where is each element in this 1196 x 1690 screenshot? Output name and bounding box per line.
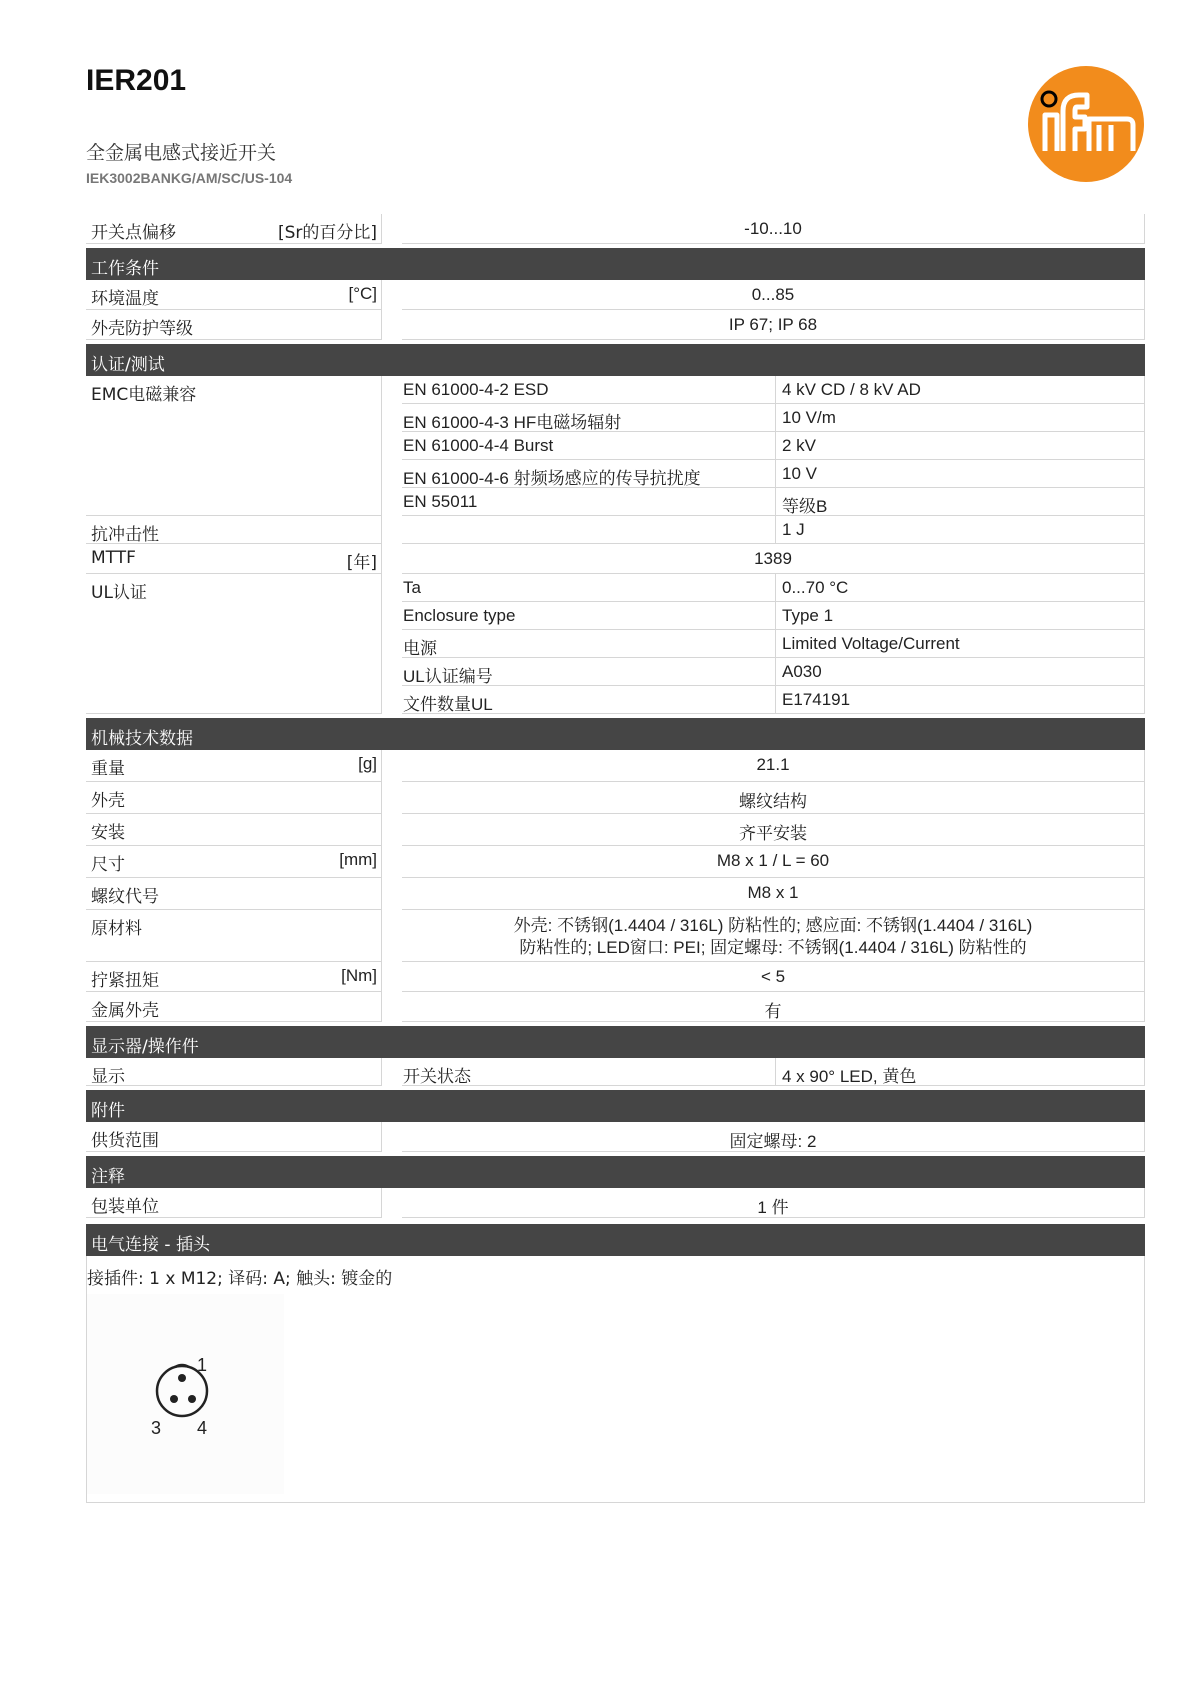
row-protection — [86, 310, 1145, 340]
list-item — [402, 488, 1145, 516]
list-item — [402, 686, 1145, 714]
row-impact — [86, 516, 1145, 544]
row-label — [86, 376, 382, 516]
unit-text: [g] — [358, 754, 377, 773]
section-notes: 注释 — [86, 1156, 1145, 1188]
row-value — [402, 910, 1145, 962]
item-key: Enclosure type — [402, 602, 775, 630]
list-item — [402, 630, 1145, 658]
row-value: 1 J — [775, 516, 1145, 544]
row-ambient-temp — [86, 280, 1145, 310]
label-text: 原材料 — [91, 919, 142, 939]
connector-pin-icon — [147, 1356, 237, 1446]
pin-diagram — [87, 1294, 284, 1494]
item-value: 2 kV — [775, 432, 1145, 460]
list-item — [402, 376, 1145, 404]
row-label — [86, 846, 382, 878]
label-text: 尺寸 — [91, 855, 125, 875]
row-label — [86, 214, 382, 244]
row-mounting — [86, 814, 1145, 846]
row-label — [86, 1122, 382, 1152]
row-label — [86, 1058, 382, 1086]
item-value: Limited Voltage/Current — [775, 630, 1145, 658]
row-torque — [86, 962, 1145, 992]
section-mechanical: 机械技术数据 — [86, 718, 1145, 750]
row-value: 齐平安装 — [402, 814, 1145, 846]
list-item — [402, 574, 1145, 602]
item-key: 文件数量UL — [402, 686, 775, 714]
pin-label-4: 4 — [197, 1418, 208, 1438]
section-tests: 认证/测试 — [86, 344, 1145, 376]
row-emc — [86, 376, 1145, 516]
section-electrical: 电气连接 - 插头 — [86, 1224, 1145, 1256]
label-text: 重量 — [91, 759, 125, 779]
label-text: 金属外壳 — [91, 1001, 159, 1021]
list-item — [402, 1058, 1145, 1086]
row-label — [86, 750, 382, 782]
label-text: 开关点偏移 — [91, 223, 176, 243]
row-label — [86, 310, 382, 340]
section-operating: 工作条件 — [86, 248, 1145, 280]
ul-list — [402, 574, 1145, 714]
list-item — [402, 432, 1145, 460]
item-value: 等级B — [775, 488, 1145, 516]
row-display — [86, 1058, 1145, 1086]
row-label — [86, 280, 382, 310]
item-key: EN 61000-4-3 HF电磁场辐射 — [402, 404, 775, 432]
materials-line-1: 外壳: 不锈钢(1.4404 / 316L) 防粘性的; 感应面: 不锈钢(1.4404 / 316L) — [513, 916, 1033, 935]
row-value: 螺纹结构 — [402, 782, 1145, 814]
row-value: IP 67; IP 68 — [402, 310, 1145, 340]
row-value: 21.1 — [402, 750, 1145, 782]
unit-text: [mm] — [339, 850, 377, 869]
row-value: -10...10 — [402, 214, 1145, 244]
row-materials — [86, 910, 1145, 962]
item-key: 开关状态 — [402, 1058, 775, 1086]
row-label — [86, 574, 382, 714]
row-value: 1389 — [402, 544, 1145, 574]
label-text: 外壳 — [91, 791, 125, 811]
row-label — [86, 910, 382, 962]
row-label — [86, 992, 382, 1022]
item-key: EN 61000-4-6 射频场感应的传导抗扰度 — [402, 460, 775, 488]
section-accessories: 附件 — [86, 1090, 1145, 1122]
item-key: EN 61000-4-2 ESD — [402, 376, 775, 404]
label-text: 环境温度 — [91, 289, 159, 309]
list-item — [402, 658, 1145, 686]
pin-label-1: 1 — [197, 1356, 208, 1375]
row-label — [86, 516, 382, 544]
ifm-logo — [1027, 65, 1145, 183]
row-packing — [86, 1188, 1145, 1218]
row-housing — [86, 782, 1145, 814]
pin-label-3: 3 — [151, 1418, 162, 1438]
unit-text: [°C] — [348, 284, 377, 303]
unit-text: [Nm] — [341, 966, 377, 985]
row-thread — [86, 878, 1145, 910]
connector-panel — [86, 1256, 1145, 1503]
product-title: IER201 — [86, 64, 187, 97]
item-value: 4 x 90° LED, 黄色 — [775, 1058, 1145, 1086]
item-key: 电源 — [402, 630, 775, 658]
row-ul — [86, 574, 1145, 714]
row-value: 固定螺母: 2 — [402, 1122, 1145, 1152]
unit-text: [Sr的百分比] — [277, 223, 377, 243]
data-sheet — [86, 214, 1145, 1503]
item-value: 10 V/m — [775, 404, 1145, 432]
label-text: 拧紧扭矩 — [91, 971, 159, 991]
row-label — [86, 878, 382, 910]
row-value: 有 — [402, 992, 1145, 1022]
emc-list — [402, 376, 1145, 516]
materials-line-2: 防粘性的; LED窗口: PEI; 固定螺母: 不锈钢(1.4404 / 316L) 防粘性的 — [519, 938, 1027, 957]
label-text: 安装 — [91, 823, 125, 843]
item-value: Type 1 — [775, 602, 1145, 630]
item-key: UL认证编号 — [402, 658, 775, 686]
item-key: Ta — [402, 574, 775, 602]
list-item — [402, 602, 1145, 630]
list-item — [402, 404, 1145, 432]
row-label — [86, 814, 382, 846]
connector-description: 接插件: 1 x M12; 译码: A; 触头: 镀金的 — [87, 1269, 393, 1289]
article-code: IEK3002BANKG/AM/SC/US-104 — [86, 170, 293, 186]
item-value: A030 — [775, 658, 1145, 686]
item-value: 0...70 °C — [775, 574, 1145, 602]
row-value: 0...85 — [402, 280, 1145, 310]
row-dimensions — [86, 846, 1145, 878]
label-text: MTTF — [91, 548, 136, 568]
label-text: 显示 — [91, 1067, 125, 1087]
row-label — [86, 782, 382, 814]
label-text: UL认证 — [91, 583, 147, 603]
row-value: 1 件 — [402, 1188, 1145, 1218]
item-value: 10 V — [775, 460, 1145, 488]
label-text: 包装单位 — [91, 1197, 159, 1217]
row-value: M8 x 1 — [402, 878, 1145, 910]
row-value: M8 x 1 / L = 60 — [402, 846, 1145, 878]
label-text: 供货范围 — [91, 1131, 159, 1151]
product-subtitle: 全金属电感式接近开关 — [86, 142, 277, 164]
row-label — [86, 1188, 382, 1218]
row-scope — [86, 1122, 1145, 1152]
row-switch-offset — [86, 214, 1145, 244]
row-weight — [86, 750, 1145, 782]
row-value: < 5 — [402, 962, 1145, 992]
item-key: EN 61000-4-4 Burst — [402, 432, 775, 460]
label-text: 螺纹代号 — [91, 887, 159, 907]
section-display: 显示器/操作件 — [86, 1026, 1145, 1058]
row-label — [86, 962, 382, 992]
item-value: E174191 — [775, 686, 1145, 714]
row-label — [86, 544, 382, 574]
unit-text: [年] — [346, 553, 377, 573]
row-mttf — [86, 544, 1145, 574]
item-key: EN 55011 — [402, 488, 775, 516]
item-value: 4 kV CD / 8 kV AD — [775, 376, 1145, 404]
label-text: EMC电磁兼容 — [91, 385, 197, 405]
row-metal-housing — [86, 992, 1145, 1022]
label-text: 抗冲击性 — [91, 525, 159, 545]
list-item — [402, 460, 1145, 488]
label-text: 外壳防护等级 — [91, 319, 193, 339]
